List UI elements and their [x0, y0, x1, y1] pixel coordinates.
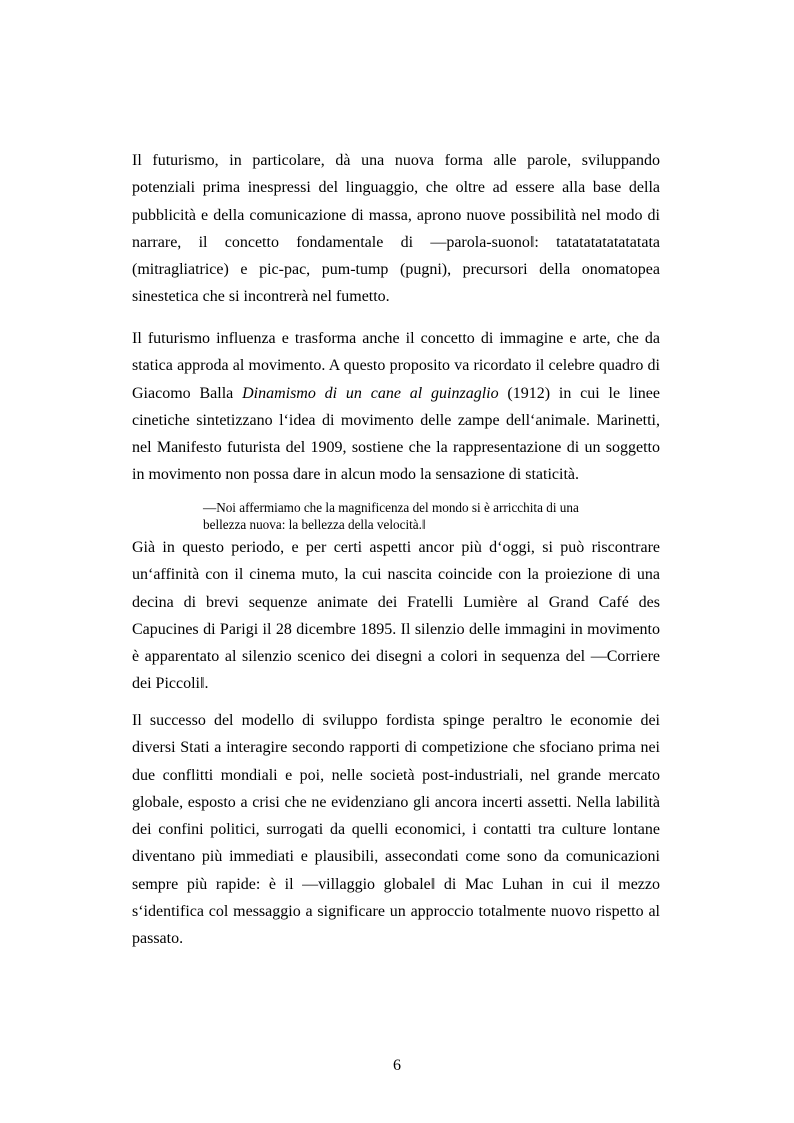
paragraph-futurismo-parole: Il futurismo, in particolare, dà una nuova forma alle parole, sviluppando potenziali prima inespressi del linguaggio, che oltre ad essere alla base della pubblicità e della comunicazione di massa, aprono nuove possibilità nel modo di narrare, il concetto fondamentale di ―parola-suono‖: tatatatatatatatata (mitragliatrice) e pic-pac, pum-tump (pugni), precursori della onomatopea sinestetica che si incontrerà nel fumetto.	[132, 152, 660, 306]
artwork-title: Dinamismo di un cane al guinzaglio	[242, 384, 499, 402]
paragraph-text: Il futurismo influenza e trasforma anche il concetto di immagine e arte, che da statica approda al movimento. A questo proposito va ricordato il celebre quadro di Giacomo Balla	[132, 330, 660, 402]
block-quote: ―Noi affermiamo che la magnificenza del mondo si è arricchita di una bellezza nuova: la bellezza della velocità.‖	[203, 500, 579, 532]
paragraph-cinema-muto: Già in questo periodo, e per certi aspetti ancor più d‘oggi, si può riscontrare un‘affinità con il cinema muto, la cui nascita coincide con la proiezione di una decina di brevi sequenze animate dei Fratelli Lumière al Grand Café des Capucines di Parigi il 28 dicembre 1895. Il silenzio delle immagini in movimento è apparentato al silenzio scenico dei disegni a colori in sequenza del ―Corriere dei Piccoli‖.	[132, 539, 660, 693]
page-number: 6	[393, 1057, 401, 1074]
paragraph-futurismo-immagine	[132, 325, 660, 489]
paragraph-text: (1912) in cui le linee cinetiche sintetizzano l‘idea di movimento delle zampe dell‘animale. Marinetti, nel Manifesto futurista del 1909, sostiene che la rappresentazione di un soggetto in movimento non possa dare in alcun modo la sensazione di staticità.	[132, 384, 660, 484]
paragraph-fordismo: Il successo del modello di sviluppo fordista spinge peraltro le economie dei diversi Stati a interagire secondo rapporti di competizione che sfociano prima nei due conflitti mondiali e poi, nelle società post-industriali, nel grande mercato globale, esposto a crisi che ne evidenziano gli ancora incerti assetti. Nella labilità dei confini politici, surrogati da quelli economici, i contatti tra culture lontane diventano più immediati e plausibili, assecondati come sono da comunicazioni sempre più rapide: è il ―villaggio globale‖ di Mac Luhan in cui il mezzo s‘identifica col messaggio a significare un approccio totalmente nuovo rispetto al passato.	[132, 712, 660, 948]
